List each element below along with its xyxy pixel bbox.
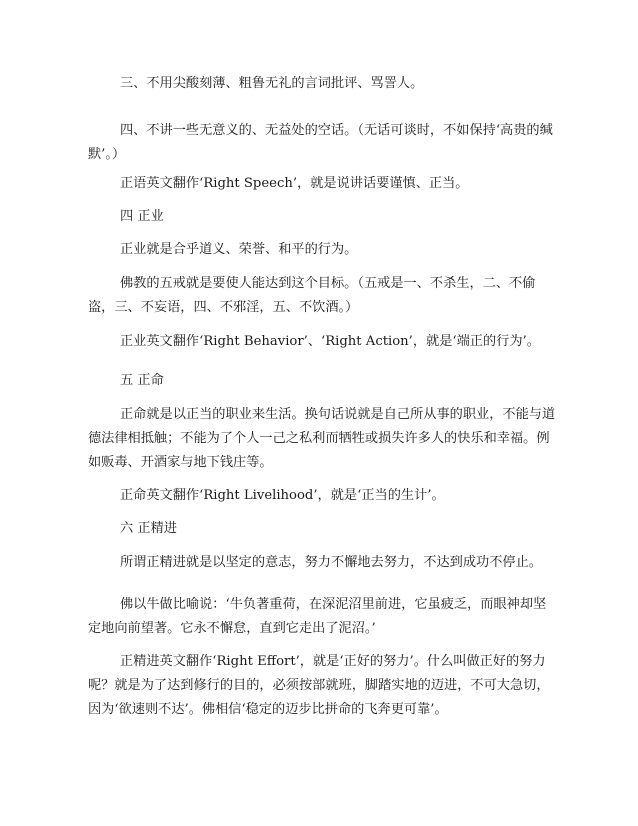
- paragraph-right-action-definition: 正业就是合乎道义、荣誉、和平的行为。: [120, 242, 358, 257]
- paragraph-right-effort-english: 正精进英文翻作‘Right Effort’，就是‘正好的努力’。什么叫做正好的努力呢？就是为了达到修行的目的，必须按部就班，脚踏实地的迈进，不可大急切，因为‘欲速则不达’。佛相信‘稳定的迈步比拼命的飞奔更可靠’。: [88, 654, 550, 717]
- heading-right-action: 四 正业: [120, 209, 164, 224]
- paragraph-right-action-english: 正业英文翻作‘Right Behavior’、‘Right Action’，就是‘端正的行为’。: [120, 334, 540, 349]
- heading-right-livelihood: 五 正命: [120, 373, 164, 388]
- paragraph-right-livelihood-english: 正命英文翻作‘Right Livelihood’，就是‘正当的生计’。: [120, 488, 445, 503]
- paragraph-right-effort-definition: 所谓正精进就是以坚定的意志，努力不懈地去努力，不达到成功不停止。: [120, 555, 542, 570]
- paragraph-right-speech: 正语英文翻作‘Right Speech’，就是说讲话要谨慎、正当。: [120, 176, 469, 191]
- paragraph-five-precepts: 佛教的五戒就是要使人能达到这个目标。（五戒是一、不杀生，二、不偷盗，三、不妄语，四、不邪淫，五、不饮酒。）: [88, 276, 536, 315]
- paragraph-speech-rule-3: 三、不用尖酸刻薄、粗鲁无礼的言词批评、骂詈人。: [120, 76, 424, 91]
- paragraph-right-livelihood-definition: 正命就是以正当的职业来生活。换句话说就是自己所从事的职业，不能与道德法律相抵触；不能为了个人一己之私利而牺牲或损失许多人的快乐和幸福。例如贩毒、开酒家与地下钱庄等。: [88, 407, 556, 470]
- paragraph-ox-parable: 佛以牛做比喻说：‘牛负著重荷，在深泥沼里前进，它虽疲乏，而眼神却坚定地向前望著。它永不懈怠，直到它走出了泥沼。’: [88, 597, 547, 636]
- paragraph-speech-rule-4: 四、不讲一些无意义的、无益处的空话。（无话可谈时，不如保持‘高贵的缄默’。）: [88, 123, 553, 162]
- heading-right-effort: 六 正精进: [120, 521, 177, 536]
